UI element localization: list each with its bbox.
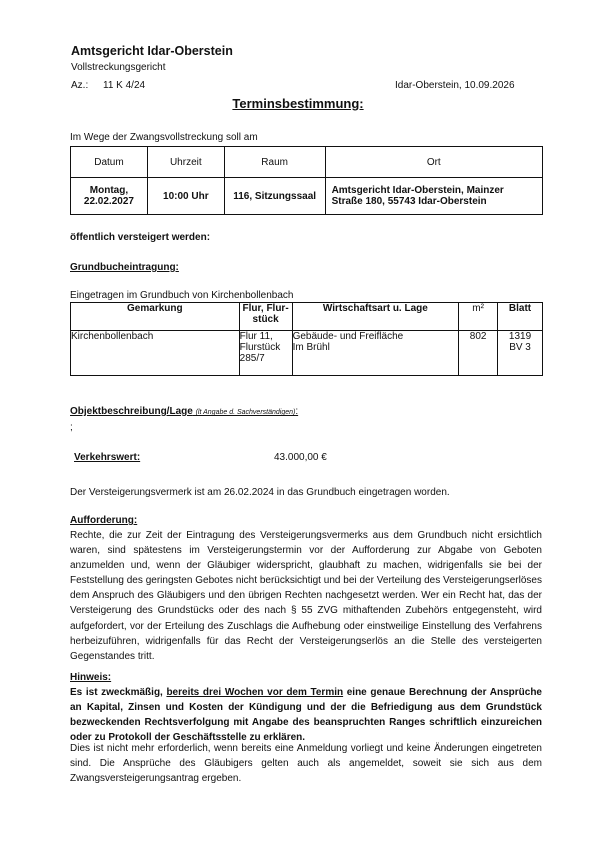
objekt-heading-colon: : <box>295 406 299 417</box>
datum-weekday: Montag, <box>89 185 129 196</box>
datum-date: 22.02.2027 <box>83 196 134 207</box>
grundbuch-header-row <box>71 303 543 331</box>
header-gemarkung: Gemarkung <box>71 303 240 331</box>
wirtschaftsart-line-2: Im Brühl <box>292 342 330 353</box>
objekt-heading-text: Objektbeschreibung/Lage <box>70 406 193 417</box>
wirtschaftsart-line-1: Gebäude- und Freifläche <box>292 331 404 342</box>
hinweis-bold-underlined: bereits drei Wochen vor dem Termin <box>166 687 344 698</box>
header-m2: m² <box>459 303 498 331</box>
blatt-line-2: BV 3 <box>509 342 531 353</box>
ort-line-2: Straße 180, 55743 Idar-Oberstein <box>331 196 487 207</box>
cell-raum: 116, Sitzungssaal <box>224 178 325 215</box>
header-raum: Raum <box>224 147 325 178</box>
cell-uhrzeit: 10:00 Uhr <box>147 178 224 215</box>
header-flur-line-2: stück <box>252 314 279 325</box>
hinweis-bold-part-2: eine genaue Berechnung der Ansprüche an Kapital, Zinsen und Kosten der Kündigung und der die Befriedigung aus dem Grundstück bezweckenden Rechtsverfolgung mit Angabe des beanspruchten Ranges schriftlich einzureichen oder zu Protokoll der Geschäftsstelle zu erklären. <box>70 687 542 744</box>
hinweis-plain-text: Dies ist nicht mehr erforderlich, wenn bereits eine Anmeldung vorliegt und keine Änderungen eingetreten sind. Die Ansprüche des Gläubigers gelten auch als angemeldet, soweit sie sich aus dem Zwangsversteigerungsantrag ergeben. <box>70 743 542 785</box>
header-ort: Ort <box>325 147 542 178</box>
grundbuch-table <box>70 302 543 376</box>
grundbuch-row <box>71 331 543 376</box>
header-flur-line-1: Flur, Flur- <box>242 303 289 314</box>
objekt-value: ; <box>70 422 73 433</box>
grundbuch-intro: Eingetragen im Grundbuch von Kirchenbollenbach <box>70 290 294 301</box>
header-wirtschaftsart: Wirtschaftsart u. Lage <box>292 303 459 331</box>
intro-text: Im Wege der Zwangsvollstreckung soll am <box>70 132 258 143</box>
court-subtitle: Vollstreckungsgericht <box>71 62 166 73</box>
grundbuch-heading: Grundbucheintragung: <box>70 262 179 273</box>
hinweis-bold-part-1: Es ist zweckmäßig, <box>70 687 167 698</box>
termin-row <box>71 178 543 215</box>
versteigert-text: öffentlich versteigert werden: <box>70 232 211 243</box>
flur-line-3: 285/7 <box>239 353 265 364</box>
court-name: Amtsgericht Idar-Oberstein <box>71 44 233 58</box>
termin-table <box>70 146 543 215</box>
flur-line-1: Flur 11, <box>239 331 273 342</box>
header-flur <box>239 303 292 331</box>
flur-line-2: Flurstück <box>239 342 281 353</box>
blatt-line-1: 1319 <box>508 331 532 342</box>
cell-wirtschaftsart <box>292 331 459 376</box>
cell-m2: 802 <box>459 331 498 376</box>
hinweis-heading: Hinweis: <box>70 672 112 683</box>
cell-flur <box>239 331 292 376</box>
aufforderung-body: Rechte, die zur Zeit der Eintragung des Versteigerungsvermerks aus dem Grundbuch nicht ersichtlich waren, sind spätestens im Versteigerungstermin vor der Aufforderung zur Abgabe von Geboten anzumelden und, wenn der Gläubiger widerspricht, glaubhaft zu machen, widrigenfalls sie bei der Feststellung des geringsten Gebotes nicht berücksichtigt und bei der Verteilung des Versteigerungserlöses dem Anspruch des Gläubigers und den übrigen Rechten nachgesetzt werden. Wer ein Recht hat, das der Versteigerung des Grundstücks oder des nach § 55 ZVG mithaftenden Zubehörs entgegensteht, wird aufgefordert, vor der Erteilung des Zuschlags die Aufhebung oder einstweilige Einstellung des Verfahrens herbeizuführen, widrigenfalls für das Recht der Versteigerungserlös an die Stelle des versteigerten Gegenstandes tritt. <box>70 530 542 662</box>
cell-blatt <box>498 331 543 376</box>
termin-header-row <box>71 147 543 178</box>
header-uhrzeit: Uhrzeit <box>147 147 224 178</box>
vermerk-text: Der Versteigerungsvermerk ist am 26.02.2024 in das Grundbuch eingetragen worden. <box>70 487 450 498</box>
verkehrswert-value: 43.000,00 € <box>274 452 327 463</box>
objekt-heading <box>70 406 298 417</box>
objekt-heading-note: (lt Angabe d. Sachverständigen) <box>195 409 296 416</box>
hinweis-bold-text <box>70 685 542 745</box>
cell-gemarkung: Kirchenbollenbach <box>71 331 240 376</box>
cell-datum <box>71 178 148 215</box>
ort-line-1: Amtsgericht Idar-Oberstein, Mainzer <box>331 185 504 196</box>
aufforderung-heading: Aufforderung: <box>70 515 138 526</box>
header-datum: Datum <box>71 147 148 178</box>
header-blatt: Blatt <box>498 303 543 331</box>
cell-ort <box>325 178 542 215</box>
verkehrswert-label: Verkehrswert: <box>74 452 141 463</box>
document-title: Terminsbestimmung: <box>232 96 364 111</box>
case-number-label: Az.: <box>71 80 89 91</box>
case-number: 11 K 4/24 <box>103 80 146 91</box>
place-date: Idar-Oberstein, 10.09.2026 <box>395 80 515 91</box>
